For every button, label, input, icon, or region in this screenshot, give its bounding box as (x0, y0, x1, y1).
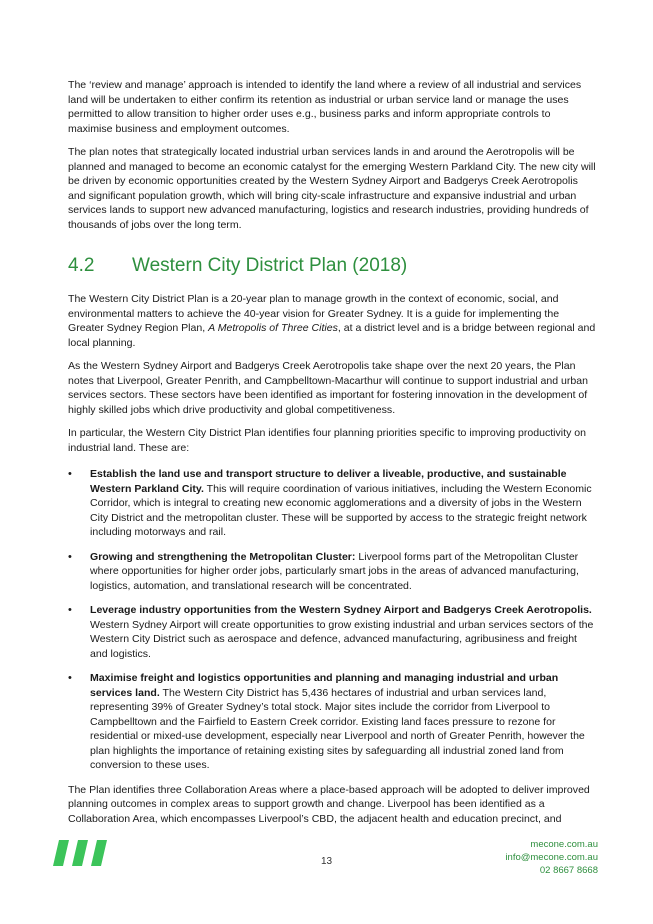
plan-title-italic: A Metropolis of Three Cities (208, 322, 338, 334)
plan-paragraph (68, 292, 596, 350)
page-number: 13 (320, 856, 333, 867)
priority-text: The Western City District has 5,436 hectares of industrial and urban services land, representing 39% of Greater Sydney’s total stock. Major sites include the corridor from Liverpool to Campbelltown and the Fairfield to Eastern Creek corridor. Existing land faces pressure to rezone for residential or mixed-use development, especially near Liverpool and north of Greater Penrith, however the plan highlights the importance of retaining existing sites by safeguarding all industrial zoned land from conversion to these uses. (90, 686, 585, 771)
contact-block (505, 838, 598, 877)
intro-paragraph-2: The plan notes that strategically located industrial urban services lands in and around the Aerotropolis will be planned and managed to become an economic catalyst for the emerging Western Parkland City. The new city will be driven by economic opportunities created by the Western Sydney Airport and Badgerys Creek Aerotropolis and significant population growth, which will bring city-scale infrastructure and expansive industrial and urban services lands to support new advanced manufacturing, logistics and research industries, providing hundreds of thousands of jobs over the long term. (68, 146, 596, 231)
list-item (68, 467, 596, 540)
priority-heading: Establish the land use and transport structure to deliver a liveable, productive, and sustainable Western Parkland City. (90, 468, 567, 495)
shape-paragraph: As the Western Sydney Airport and Badgerys Creek Aerotropolis take shape over the next 20 years, the Plan notes that Liverpool, Greater Penrith, and Campbelltown-Macarthur will continue to support industrial and urban services sectors. These sectors have been identified as important for fostering innovation in the development of highly skilled jobs which drive productivity and global competitiveness. (68, 360, 589, 416)
section-title: Western City District Plan (2018) (132, 255, 408, 276)
priority-heading: Maximise freight and logistics opportunities and planning and managing industrial and urban services land. (90, 672, 559, 699)
priorities-intro-paragraph: In particular, the Western City District Plan identifies four planning priorities specific to improving productivity on industrial land. These are: (68, 427, 587, 454)
priority-text: Western Sydney Airport will create opportunities to grow existing industrial and urban services sectors of the Western City District such as aerospace and defence, advanced manufacturing, agribusiness and freight and logistics. (90, 618, 594, 660)
section-heading (68, 254, 596, 278)
plan-text-start: The Western City District Plan is a 20-year plan to manage growth in the context of economic, social, and environmental matters to achieve the 40-year vision for Greater Sydney. It is a guide for implementing the Greater Sydney Region Plan, (68, 293, 560, 334)
list-item (68, 603, 596, 661)
plan-text-end: , at a district level and is a bridge between regional and local planning. (68, 322, 596, 349)
section-number: 4.2 (68, 255, 95, 276)
website-link[interactable]: mecone.com.au (530, 839, 598, 850)
collaboration-paragraph: The Plan identifies three Collaboration Areas where a place-based approach will be adopted to deliver improved planning outcomes in complex areas to support growth and change. Liverpool has been identified as a Collaboration Area, which encompasses Liverpool’s CBD, the adjacent health and education precinct, and (68, 783, 590, 825)
priority-text: Liverpool forms part of the Metropolitan Cluster where opportunities for higher order jobs, particularly smart jobs in the areas of advanced manufacturing, logistics, automation, and translational research will be concentrated. (90, 550, 579, 592)
priorities-list (68, 467, 596, 773)
list-item (68, 671, 596, 773)
priority-heading: Leverage industry opportunities from the Western Sydney Airport and Badgerys Creek Aerotropolis. (90, 604, 592, 616)
priority-heading: Growing and strengthening the Metropolitan Cluster: (90, 550, 356, 563)
page-body (68, 78, 596, 835)
email-link[interactable]: info@mecone.com.au (505, 852, 598, 863)
intro-paragraph-1: The ‘review and manage’ approach is intended to identify the land where a review of all industrial and services land will be undertaken to either confirm its retention as industrial or urban service land or manage the uses permitted to allow transition to higher order uses e.g., business parks and inform appropriate controls to maximise business and employment outcomes. (68, 79, 582, 135)
list-item (68, 550, 596, 594)
priority-text: This will require coordination of various initiatives, including the Western Economic Corridor, which is integral to creating new economic agglomerations and a diversity of jobs in the Western City District and the metropolitan cluster. These will be supported by access to the strategic freight network including motorways and rail. (90, 482, 592, 538)
phone-number: 02 8667 8668 (539, 865, 598, 876)
